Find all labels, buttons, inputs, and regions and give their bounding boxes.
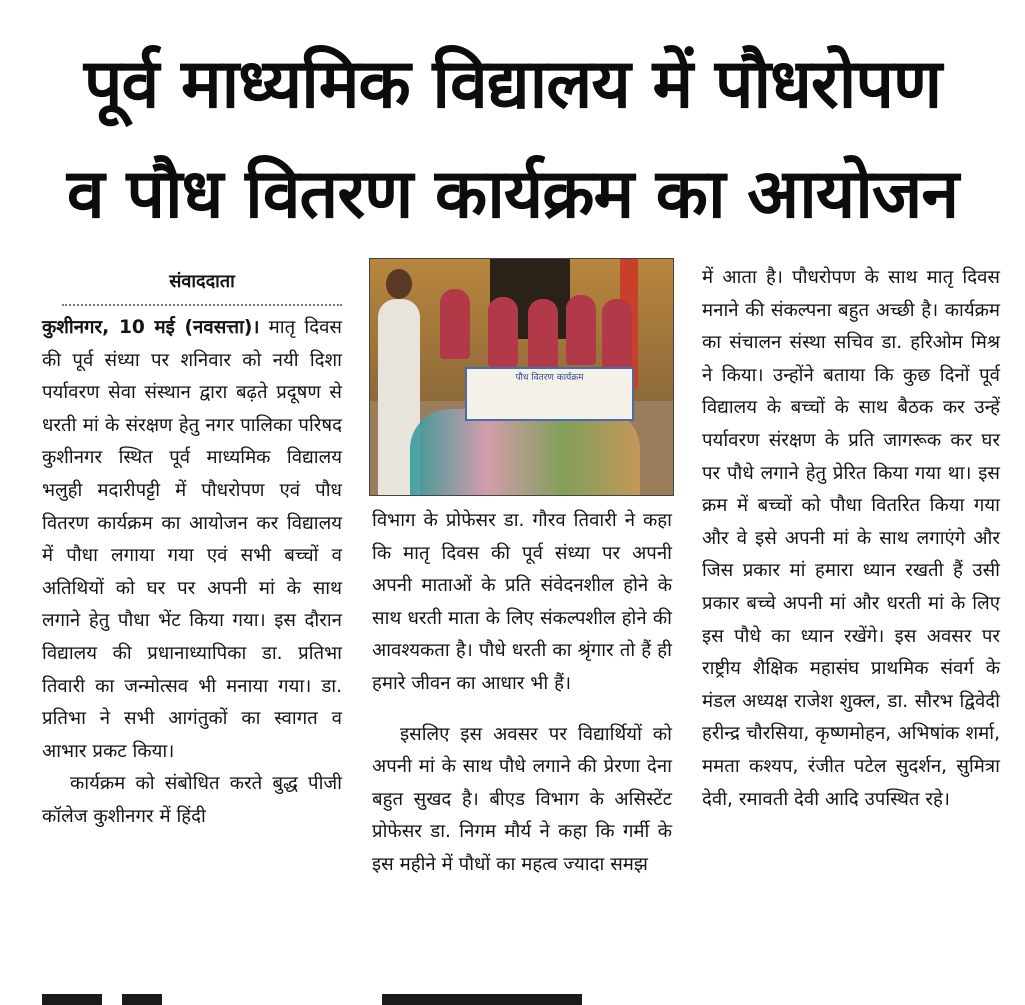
article-paragraph: में आता है। पौधरोपण के साथ मातृ दिवस मनाने की संकल्पना बहुत अच्छी है। कार्यक्रम का संचालन संस्था सचिव डा. हरिओम मिश्र ने किया। उन्होंने बताया कि कुछ दिनों पूर्व विद्यालय के बच्चों के साथ बैठक कर उन्हें पर्यावरण संरक्षण के प्रति जागरूक कर घर पर पौधे लगाने हेतु प्रेरित किया गया था। इस क्रम में बच्चों को पौधा वितरित किया गया और वे इसे अपनी मां के साथ लगाएंगे और जिस प्रकार मां हमारा ध्यान रखती हैं उसी प्रकार बच्चे अपनी मां और धरती मां के लिए इस पौधे का ध्यान रखेंगे। इस अवसर पर राष्ट्रीय शैक्षिक महासंघ प्राथमिक संवर्ग के मंडल अध्यक्ष राजेश शुक्ल, डा. सौरभ द्विवेदी हरीन्द्र चौरसिया, कृष्णमोहन, अभिषांक शर्मा, ममता कश्यप, रंजीत पटेल सुदर्शन, सुमित्रा देवी, रमावती देवी आदि उपस्थित रहे। (702, 267, 1000, 810)
article-column-2 (372, 505, 672, 882)
photo-banner: पौध वितरण कार्यक्रम (465, 367, 634, 421)
headline (20, 30, 1005, 250)
dateline: कुशीनगर, 10 मई (नवसत्ता)। (42, 317, 260, 338)
article-paragraph: इसलिए इस अवसर पर विद्यार्थियों को अपनी मां के साथ पौधे लगाने की प्रेरणा देना बहुत सुखद है। बीएड विभाग के असिस्टेंट प्रोफेसर डा. निगम मौर्य ने कहा कि गर्मी के इस महीने में पौधों का महत्व ज्यादा समझ (372, 723, 672, 875)
article-paragraph: विभाग के प्रोफेसर डा. गौरव तिवारी ने कहा कि मातृ दिवस की पूर्व संध्या पर अपनी अपनी माताओं के प्रति संवेदनशील होने के साथ धरती माता के लिए संकल्पशील होने की आवश्यकता है। पौधे धरती का श्रृंगार तो हैं ही हमारे जीवन का आधार भी हैं। (372, 510, 672, 694)
article-column-1 (42, 262, 342, 834)
headline-line-1: पूर्व माध्यमिक विद्यालय में पौधरोपण (83, 45, 942, 124)
article-paragraph: कार्यक्रम को संबोधित करते बुद्ध पीजी कॉलेज कुशीनगर में हिंदी (42, 773, 342, 827)
byline: संवाददाता (62, 262, 342, 306)
event-photo (369, 258, 674, 496)
headline-line-2: व पौध वितरण कार्यक्रम का आयोजन (66, 155, 959, 234)
next-article-cutoff (42, 994, 1002, 1005)
article-paragraph: मातृ दिवस की पूर्व संध्या पर शनिवार को नयी दिशा पर्यावरण सेवा संस्थान द्वारा बढ़ते प्रदूषण से धरती मां के संरक्षण हेतु नगर पालिका परिषद कुशीनगर स्थित पूर्व माध्यमिक विद्यालय भलुही मदारीपट्टी में पौधरोपण एवं पौध वितरण कार्यक्रम का आयोजन कर विद्यालय में पौधा लगाया गया एवं सभी बच्चों व अतिथियों को घर पर अपनी मां के साथ लगाने हेतु पौधा भेंट किया गया। इस दौरान विद्यालय की प्रधानाध्यापिका डा. प्रतिभा तिवारी का जन्मोत्सव भी मनाया गया। डा. प्रतिभा ने सभी आगंतुकों का स्वागत व आभार प्रकट किया। (42, 317, 342, 762)
article-column-3 (702, 262, 1000, 816)
